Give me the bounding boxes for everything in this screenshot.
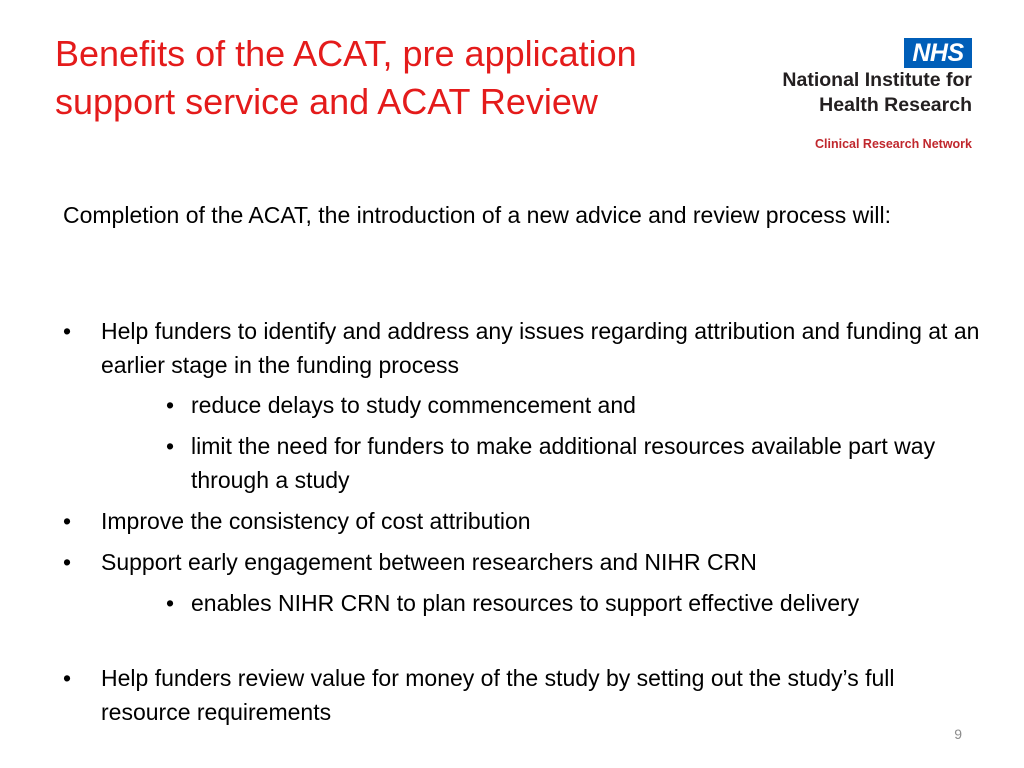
bullet-item-4 [63, 661, 981, 729]
logo-org-line-1: National Institute for [782, 69, 972, 91]
bullet-icon: • [166, 433, 175, 459]
bullet-text: limit the need for funders to make additional resources available part way through a study [191, 433, 936, 493]
nihr-logo [750, 38, 975, 158]
slide-title [55, 30, 755, 126]
sub-bullet-item-3 [166, 586, 971, 620]
bullet-text: Support early engagement between researchers and NIHR CRN [101, 549, 757, 575]
bullet-icon: • [166, 392, 175, 418]
bullet-text: enables NIHR CRN to plan resources to support effective delivery [191, 590, 860, 616]
bullet-item-3 [63, 545, 981, 579]
bullet-icon: • [63, 549, 72, 575]
page-number: 9 [954, 726, 962, 742]
nhs-logo-icon: NHS [904, 38, 972, 68]
slide-title-line-2: support service and ACAT Review [55, 81, 598, 122]
bullet-icon: • [63, 508, 72, 534]
bullet-text: Improve the consistency of cost attribution [101, 508, 531, 534]
intro-paragraph: Completion of the ACAT, the introduction of a new advice and review process will: [63, 202, 891, 228]
bullet-text: Help funders to identify and address any issues regarding attribution and funding at an earlier stage in the funding process [101, 318, 980, 378]
bullet-icon: • [63, 318, 72, 344]
slide-title-line-1: Benefits of the ACAT, pre application [55, 33, 637, 74]
bullet-text: reduce delays to study commencement and [191, 392, 636, 418]
bullet-icon: • [166, 590, 175, 616]
bullet-text: Help funders review value for money of the study by setting out the study’s full resource requirements [101, 665, 895, 725]
sub-bullet-item-2 [166, 429, 971, 497]
sub-bullet-item-1 [166, 388, 971, 422]
logo-org-line-2: Health Research [819, 94, 972, 116]
bullet-item-2 [63, 504, 981, 538]
logo-network-name: Clinical Research Network [814, 137, 972, 151]
bullet-item-1 [63, 314, 981, 382]
bullet-icon: • [63, 665, 72, 691]
